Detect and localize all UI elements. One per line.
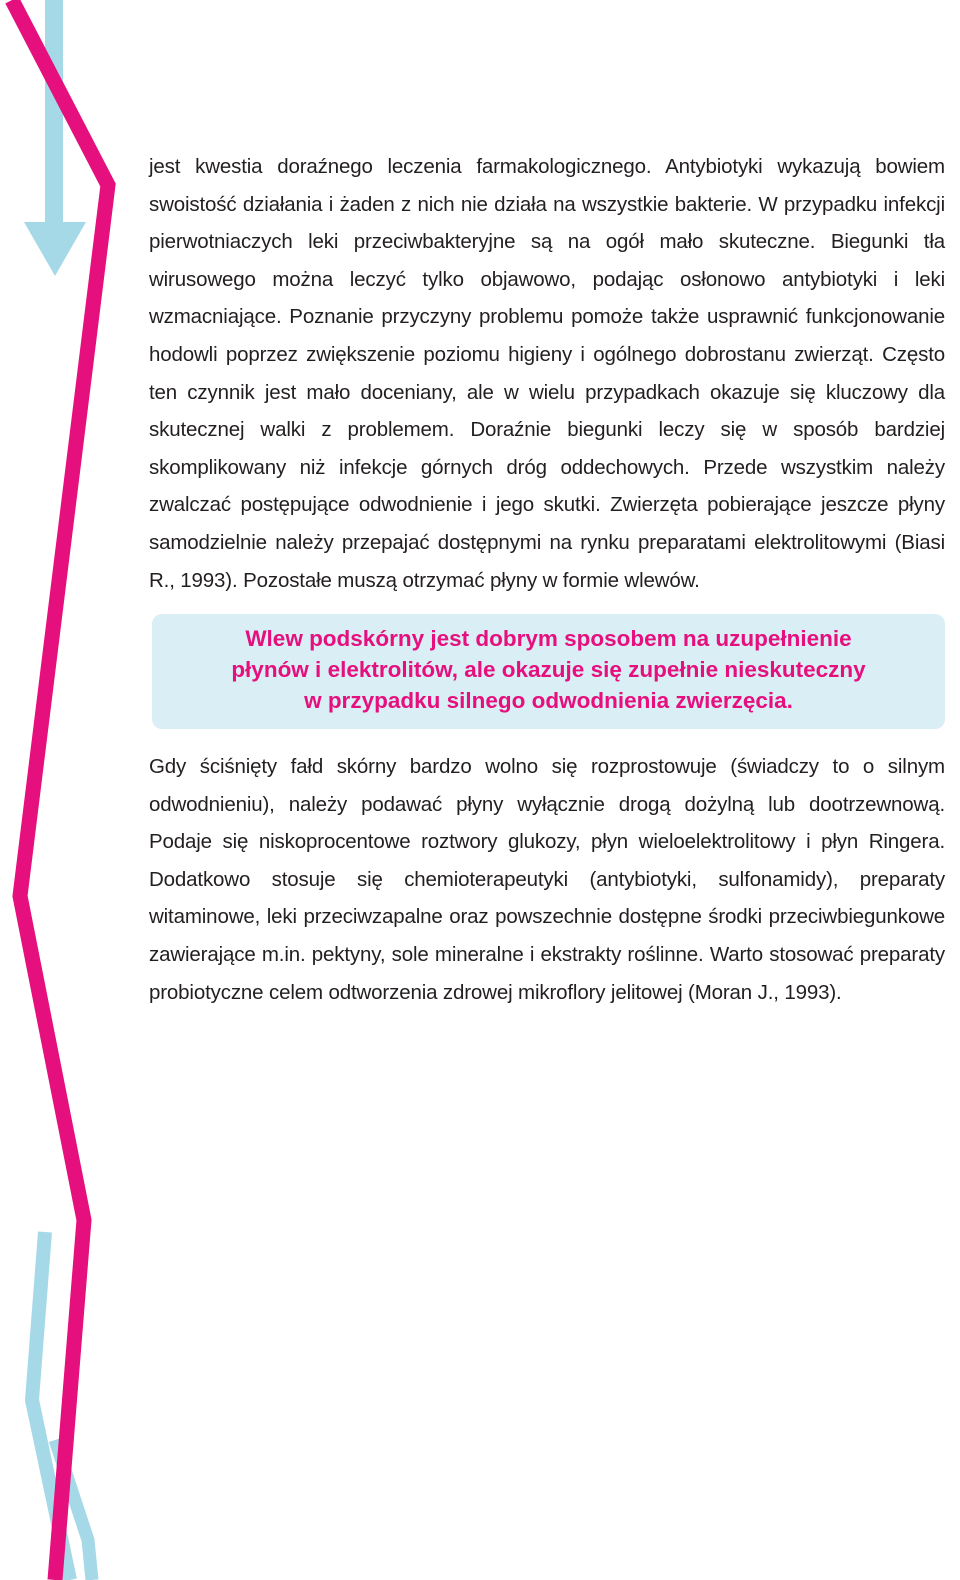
down-arrow-icon	[24, 222, 86, 276]
callout-line-1: Wlew podskórny jest dobrym sposobem na uzupełnienie	[245, 626, 852, 651]
highlight-callout	[152, 614, 945, 729]
body-paragraph-2: Gdy ściśnięty fałd skórny bardzo wolno się rozprostowuje (świadczy to o silnym odwodnieniu), należy podawać płyny wyłącznie drogą dożylną lub dootrzewnową. Podaje się niskoprocentowe roztwory glukozy, płyn wieloelektrolitowy i płyn Ringera. Dodatkowo stosuje się chemioterapeutyki (antybiotyki, sulfonamidy), preparaty witaminowe, leki przeciwzapalne oraz powszechnie dostępne środki przeciwbiegunkowe zawierające m.in. pektyny, sole mineralne i ekstrakty roślinne. Warto stosować preparaty probiotyczne celem odtworzenia zdrowej mikroflory jelitowej (Moran J., 1993).	[149, 755, 945, 1004]
callout-line-3: w przypadku silnego odwodnienia zwierzęcia.	[304, 688, 793, 713]
callout-line-2: płynów i elektrolitów, ale okazuje się zupełnie nieskuteczny	[231, 657, 866, 682]
blue-bar-top	[45, 0, 63, 232]
body-paragraph-1: jest kwestia doraźnego leczenia farmakologicznego. Antybiotyki wykazują bowiem swoistość działania i żaden z nich nie działa na wszystkie bakterie. W przypadku infekcji pierwotniaczych leki przeciwbakteryjne są na ogół mało skuteczne. Biegunki tła wirusowego można leczyć tylko objawowo, podając osłonowo antybiotyki i leki wzmacniające. Poznanie przyczyny problemu pomoże także usprawnić funkcjonowanie hodowli poprzez zwiększenie poziomu higieny i ogólnego dobrostanu zwierząt. Często ten czynnik jest mało doceniany, ale w wielu przypadkach okazuje się kluczowy dla skutecznej walki z problemem. Doraźnie biegunki leczy się w sposób bardziej skomplikowany niż infekcje górnych dróg oddechowych. Przede wszystkim należy zwalczać postępujące odwodnienie i jego skutki. Zwierzęta pobierające jeszcze płyny samodzielnie należy przepajać dostępnymi na rynku preparatami elektrolitowymi (Biasi R., 1993). Pozostałe muszą otrzymać płyny w formie wlewów.	[149, 155, 945, 592]
